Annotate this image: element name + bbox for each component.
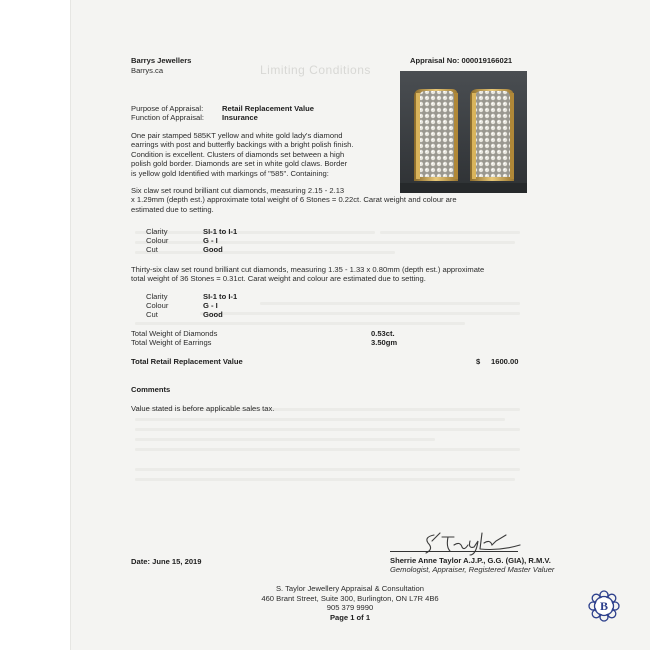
page-number: Page 1 of 1	[329, 612, 371, 622]
function-label: Function of Appraisal:	[131, 113, 205, 122]
comments-heading: Comments	[131, 385, 171, 394]
grade-value: SI-1 to I-1	[203, 292, 238, 301]
grade-value: G - I	[203, 236, 218, 245]
appraisal-document	[70, 0, 650, 650]
grade-label: Clarity	[146, 292, 168, 301]
svg-text:B: B	[599, 599, 609, 613]
appraisal-date: Date: June 15, 2019	[131, 557, 202, 566]
footer-phone: 905 379 9990	[326, 603, 374, 613]
purpose-label: Purpose of Appraisal:	[131, 104, 204, 113]
currency-symbol: $	[476, 357, 481, 366]
footer	[190, 584, 510, 622]
grade-value: Good	[203, 245, 223, 254]
grade-value: Good	[203, 310, 223, 319]
appraisal-number: Appraisal No: 000019166021	[410, 56, 513, 65]
appraiser-name: Sherrie Anne Taylor A.J.P., G.G. (GIA), R.M.V.	[390, 556, 551, 565]
stones-description-1: Six claw set round brilliant cut diamonds, measuring 2.15 - 2.13 x 1.29mm (depth est.) approximate total weight of 6 Stones = 0.22ct. Carat weight and colour are estimated due to setting.	[131, 186, 457, 214]
earrings-photo	[400, 71, 527, 193]
total-diamonds-label: Total Weight of Diamonds	[131, 329, 218, 338]
grade-value: G - I	[203, 301, 218, 310]
grade-label: Colour	[146, 236, 169, 245]
company-website: Barrys.ca	[131, 66, 164, 75]
grade-label: Clarity	[146, 227, 168, 236]
total-value-amount: 1600.00	[491, 357, 519, 366]
function-value: Insurance	[222, 113, 258, 122]
comments-text: Value stated is before applicable sales tax.	[131, 404, 275, 413]
footer-company: S. Taylor Jewellery Appraisal & Consultation	[275, 584, 424, 593]
grade-label: Cut	[146, 245, 158, 254]
barrys-logo-icon	[587, 589, 621, 623]
total-value-label: Total Retail Replacement Value	[131, 357, 243, 366]
footer-address: 460 Brant Street, Suite 300, Burlington, ON L7R 4B6	[261, 593, 439, 603]
item-description: One pair stamped 585KT yellow and white gold lady's diamond earrings with post and butterfly backings with a bright polish finish. Condition is excellent. Clusters of diamonds set between a high polish gold border. Diamonds are set in white gold claws. Border is yellow gold Identified with markings of "585". Containing:	[131, 131, 354, 178]
watermark-title: Limiting Conditions	[260, 63, 371, 77]
appraiser-title: Gemologist, Appraiser, Registered Master Valuer	[390, 565, 555, 574]
grade-label: Cut	[146, 310, 158, 319]
total-earrings-label: Total Weight of Earrings	[131, 338, 212, 347]
grade-label: Colour	[146, 301, 169, 310]
purpose-value: Retail Replacement Value	[222, 104, 315, 113]
handwritten-signature	[420, 527, 525, 557]
total-earrings-value: 3.50gm	[371, 338, 398, 347]
grade-value: SI-1 to I-1	[203, 227, 238, 236]
signature-line	[390, 551, 518, 552]
company-name: Barrys Jewellers	[131, 56, 192, 65]
stones-description-2: Thirty-six claw set round brilliant cut diamonds, measuring 1.35 - 1.33 x 0.80mm (depth est.) approximate total weight of 36 Stones = 0.31ct. Carat weight and colour are estimated due to setting.	[131, 265, 485, 284]
total-diamonds-value: 0.53ct.	[371, 329, 395, 338]
